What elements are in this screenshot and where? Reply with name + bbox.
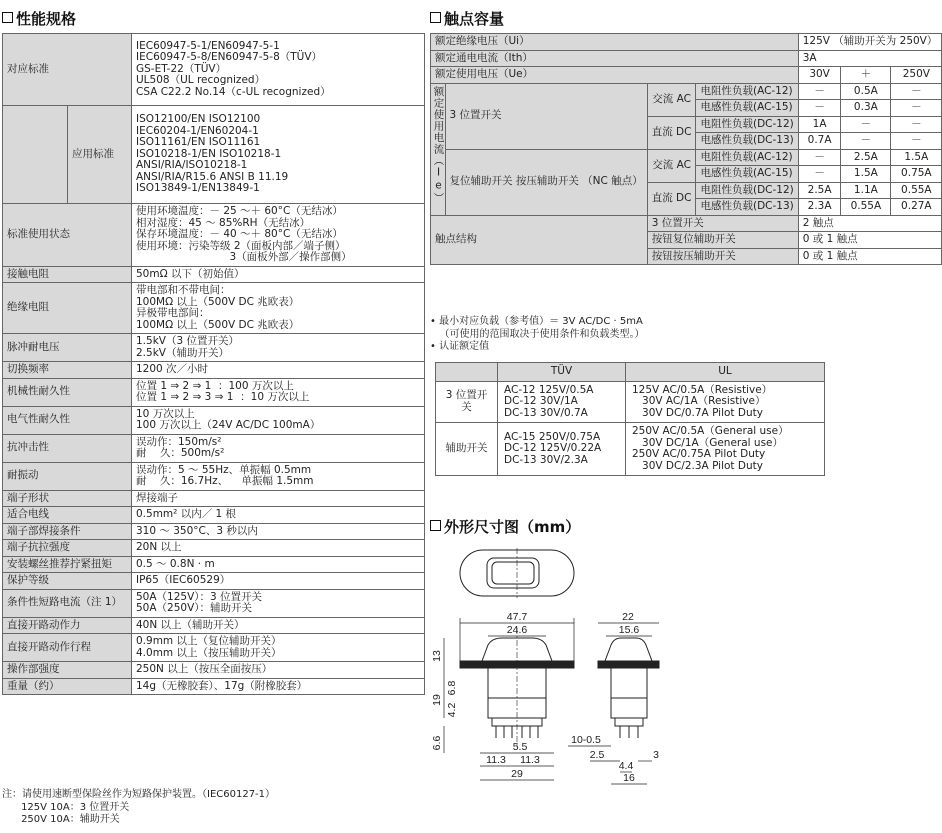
struct-value: 0 或 1 触点: [798, 248, 942, 265]
cert-header-ul: UL: [626, 363, 825, 382]
current-value: 1.1A: [841, 182, 891, 199]
load-type: 电阻性负载(AC-12): [696, 83, 798, 100]
spec-value: 1.5kV（3 位置开关） 2.5kV（辅助开关）: [132, 334, 425, 362]
ie-label: 额定使用电流（Ie）: [431, 83, 446, 215]
cert-name: 3 位置开关: [436, 381, 498, 423]
cert-tuv: AC-12 125V/0.5A DC-12 30V/1A DC-13 30V/0.7A: [498, 381, 626, 423]
dim-label: 15.6: [618, 624, 640, 636]
struct-value: 2 触点: [798, 215, 942, 232]
spec-label: 机械性耐久性: [3, 378, 132, 406]
cert-name: 辅助开关: [436, 423, 498, 476]
spec-row: [3, 573, 425, 590]
current-value: －: [798, 100, 841, 117]
dim-label: 47.7: [506, 611, 528, 623]
struct-key: 按钮复位辅助开关: [647, 232, 798, 249]
ith-value: 3A: [798, 50, 942, 67]
spec-row: [3, 406, 425, 434]
spec-value: 250N 以上（按压全面按压）: [132, 662, 425, 679]
dim-label: 4.2: [446, 702, 458, 718]
current-value: 0.3A: [841, 100, 891, 117]
current-value: 0.5A: [841, 83, 891, 100]
spec-value: 误动作：150m/s² 耐 久：500m/s²: [132, 434, 425, 462]
spec-value: 焊接端子: [132, 490, 425, 507]
dim-label: 3: [653, 749, 659, 761]
spec-value: 使用环境温度：－ 25 ～＋ 60°C（无结冰） 相对湿度：45 ～ 85%RH（无结冰） 保存环境温度：－ 40 ～＋ 80°C（无结冰） 使用环境：污染等级 2（面板内部／端子侧） 3（面板外部／操作部侧）: [132, 204, 425, 267]
current-value: －: [798, 166, 841, 183]
dimension-drawing: [430, 548, 830, 793]
ue-col: 250V: [891, 67, 942, 84]
side-view-outline: [598, 638, 659, 738]
spec-value: IP65（IEC60529）: [132, 573, 425, 590]
spec-row: [3, 634, 425, 662]
load-type: 电感性负载(AC-15): [696, 166, 798, 183]
spec-label: 保护等级: [3, 573, 132, 590]
current-value: －: [891, 83, 942, 100]
square-bullet-icon: [2, 12, 13, 23]
spec-value: 1200 次／小时: [132, 362, 425, 379]
spec-label: 条件性短路电流（注 1）: [3, 589, 132, 617]
current-value: 0.55A: [891, 182, 942, 199]
cert-ul: 250V AC/0.5A（General use） 30V DC/1A（General use） 250V AC/0.75A Pilot Duty 30V DC/2.3A Pilot Duty: [626, 423, 825, 476]
spec-label: 标准使用状态: [3, 204, 132, 267]
dim-label: 10-0.5: [571, 734, 601, 746]
current-value: －: [798, 83, 841, 100]
load-type: 电阻性负载(AC-12): [696, 149, 798, 166]
current-value: 0.75A: [891, 166, 942, 183]
cert-ul: 125V AC/0.5A（Resistive） 30V AC/1A（Resistive） 30V DC/0.7A Pilot Duty: [626, 381, 825, 423]
dim-label: 5.5: [512, 741, 528, 753]
struct-label: 触点结构: [431, 215, 648, 265]
spec-footnote: 注：请使用速断型保险丝作为短路保护装置。（IEC60127-1） 125V 10A：3 位置开关 250V 10A：辅助开关: [2, 789, 276, 825]
square-bullet-icon: [430, 520, 441, 531]
spec-row-app-standard: [3, 106, 425, 204]
current-value: 0.27A: [891, 199, 942, 216]
dim-label: 22: [622, 611, 634, 623]
spec-label: 重量（约）: [3, 678, 132, 695]
current-value: 1A: [798, 116, 841, 133]
spec-value: 50mΩ 以下（初始值）: [132, 266, 425, 283]
current-value: －: [798, 149, 841, 166]
spec-value: 20N 以上: [132, 540, 425, 557]
ith-label: 额定通电电流（Ith）: [431, 50, 799, 67]
spec-label: 操作部强度: [3, 662, 132, 679]
square-bullet-icon: [430, 12, 441, 23]
top-view-outline: [460, 548, 574, 598]
spec-label: 端子抗拉强度: [3, 540, 132, 557]
switch-group-label: 复位辅助开关 按压辅助开关 （NC 触点）: [445, 149, 647, 215]
struct-value: 0 或 1 触点: [798, 232, 942, 249]
spec-label: 电气性耐久性: [3, 406, 132, 434]
contact-capacity-table: [430, 33, 942, 265]
current-value: 0.55A: [841, 199, 891, 216]
ue-col: 30V: [798, 67, 841, 84]
spec-row: [3, 204, 425, 267]
cert-row: [436, 381, 825, 423]
spec-row: [3, 266, 425, 283]
spec-row: [3, 334, 425, 362]
current-value: 1.5A: [841, 166, 891, 183]
spec-row: [3, 462, 425, 490]
spec-value: 0.5mm² 以内／ 1 根: [132, 507, 425, 524]
spec-row-standard: [3, 34, 425, 106]
dim-label: 13: [431, 650, 443, 662]
current-value: －: [891, 133, 942, 150]
spec-label: 安装螺丝推荐拧紧扭矩: [3, 556, 132, 573]
spec-value: 位置 1 ⇒ 2 ⇒ 1 ：100 万次以上 位置 1 ⇒ 2 ⇒ 3 ⇒ 1 ：10 万次以上: [132, 378, 425, 406]
spec-value: 14g（无橡胶套）、17g（附橡胶套）: [132, 678, 425, 695]
spec-value: 310 ～ 350°C、3 秒以内: [132, 523, 425, 540]
spec-label: 抗冲击性: [3, 434, 132, 462]
ue-label: 额定使用电压（Ue）: [431, 67, 799, 84]
right-section-title: 触点容量: [430, 10, 504, 28]
spec-value: ISO12100/EN ISO12100 IEC60204-1/EN60204-1 ISO11161/EN ISO11161 ISO10218-1/EN ISO10218-1 ANSI/RIA/ISO10218-1 ANSI/RIA/R15.6 ANSI B 11.19 ISO13849-1/EN13849-1: [132, 106, 425, 204]
performance-spec-table: [2, 33, 425, 695]
spec-row: [3, 434, 425, 462]
spec-row: [3, 617, 425, 634]
contact-notes: • 最小对应负载（参考值）＝ 3V AC/DC · 5mA （可使用的范围取决于使用条件和负载类型。） • 认证额定值: [430, 316, 645, 352]
front-view-outline: [460, 628, 574, 748]
ui-label: 额定绝缘电压（Ui）: [431, 34, 799, 51]
current-value: 2.5A: [841, 149, 891, 166]
spec-label: 绝缘电阻: [3, 283, 132, 334]
spec-value: 带电部和不带电间： 100MΩ 以上（500V DC 兆欧表） 异极带电部间： 100MΩ 以上（500V DC 兆欧表）: [132, 283, 425, 334]
certification-table: [435, 362, 825, 476]
current-value: －: [891, 100, 942, 117]
load-type: 电阻性负载(DC-12): [696, 182, 798, 199]
ac-label: 交流 AC: [647, 83, 696, 116]
spec-value: 50A（125V）：3 位置开关 50A（250V）：辅助开关: [132, 589, 425, 617]
spec-row: [3, 283, 425, 334]
dim-label: 6.6: [431, 735, 443, 751]
spec-label: 切换频率: [3, 362, 132, 379]
current-value: －: [891, 116, 942, 133]
spec-label: 脉冲耐电压: [3, 334, 132, 362]
spec-value: 0.9mm 以上（复位辅助开关） 4.0mm 以上（按压辅助开关）: [132, 634, 425, 662]
spec-value: IEC60947-5-1/EN60947-5-1 IEC60947-5-8/EN60947-5-8（TÜV） GS-ET-22（TÜV） UL508（UL recognized） CSA C22.2 No.14（c-UL recognized）: [132, 34, 425, 106]
load-type: 电感性负载(DC-13): [696, 133, 798, 150]
dim-label: 19: [431, 694, 443, 706]
dim-label: 11.3: [520, 754, 540, 766]
spec-row: [3, 556, 425, 573]
spec-value: 误动作：5 ～ 55Hz、单振幅 0.5mm 耐 久：16.7Hz、 单振幅 1.5mm: [132, 462, 425, 490]
spec-value: 0.5 ～ 0.8N · m: [132, 556, 425, 573]
switch-group-label: 3 位置开关: [445, 83, 647, 149]
spec-row: [3, 507, 425, 524]
spec-label: 接触电阻: [3, 266, 132, 283]
current-value: －: [841, 133, 891, 150]
spec-label: 直接开路动作行程: [3, 634, 132, 662]
load-type: 电阻性负载(DC-12): [696, 116, 798, 133]
ac-label: 交流 AC: [647, 149, 696, 182]
spec-label: 耐振动: [3, 462, 132, 490]
dim-label: 6.8: [446, 680, 458, 696]
spec-row: [3, 662, 425, 679]
spec-label: 对应标准: [3, 34, 132, 106]
dim-label: 16: [623, 772, 635, 784]
dim-label: 4.4: [618, 760, 634, 772]
struct-key: 3 位置开关: [647, 215, 798, 232]
left-section-title: 性能规格: [2, 10, 76, 28]
spec-row: [3, 678, 425, 695]
spec-row: [3, 378, 425, 406]
dim-label: 2.5: [589, 749, 605, 761]
spec-label: 直接开路动作力: [3, 617, 132, 634]
spec-row: [3, 490, 425, 507]
dc-label: 直流 DC: [647, 116, 696, 149]
load-type: 电感性负载(DC-13): [696, 199, 798, 216]
spec-label: 应用标准: [68, 106, 132, 204]
spec-value: 10 万次以上 100 万次以上（24V AC/DC 100mA）: [132, 406, 425, 434]
spec-label: 端子形状: [3, 490, 132, 507]
current-value: 2.3A: [798, 199, 841, 216]
spec-row: [3, 589, 425, 617]
struct-key: 按钮按压辅助开关: [647, 248, 798, 265]
cert-tuv: AC-15 250V/0.75A DC-12 125V/0.22A DC-13 30V/2.3A: [498, 423, 626, 476]
current-value: －: [841, 116, 891, 133]
current-value: 1.5A: [891, 149, 942, 166]
ue-col: ＋: [841, 67, 891, 84]
dc-label: 直流 DC: [647, 182, 696, 215]
current-value: 0.7A: [798, 133, 841, 150]
spec-row: [3, 540, 425, 557]
spec-label: 端子部焊接条件: [3, 523, 132, 540]
dim-label: 11.3: [486, 754, 506, 766]
current-value: 2.5A: [798, 182, 841, 199]
load-type: 电感性负载(AC-15): [696, 100, 798, 117]
ui-value: 125V （辅助开关为 250V）: [798, 34, 942, 51]
cert-row: [436, 423, 825, 476]
dims-section-title: 外形尺寸图（mm）: [430, 518, 580, 536]
spec-row: [3, 523, 425, 540]
spec-row: [3, 362, 425, 379]
spec-label: 适合电线: [3, 507, 132, 524]
cert-header-tuv: TÜV: [498, 363, 626, 382]
spec-value: 40N 以上（辅助开关）: [132, 617, 425, 634]
dim-label: 24.6: [506, 624, 528, 636]
dim-label: 29: [511, 768, 523, 780]
